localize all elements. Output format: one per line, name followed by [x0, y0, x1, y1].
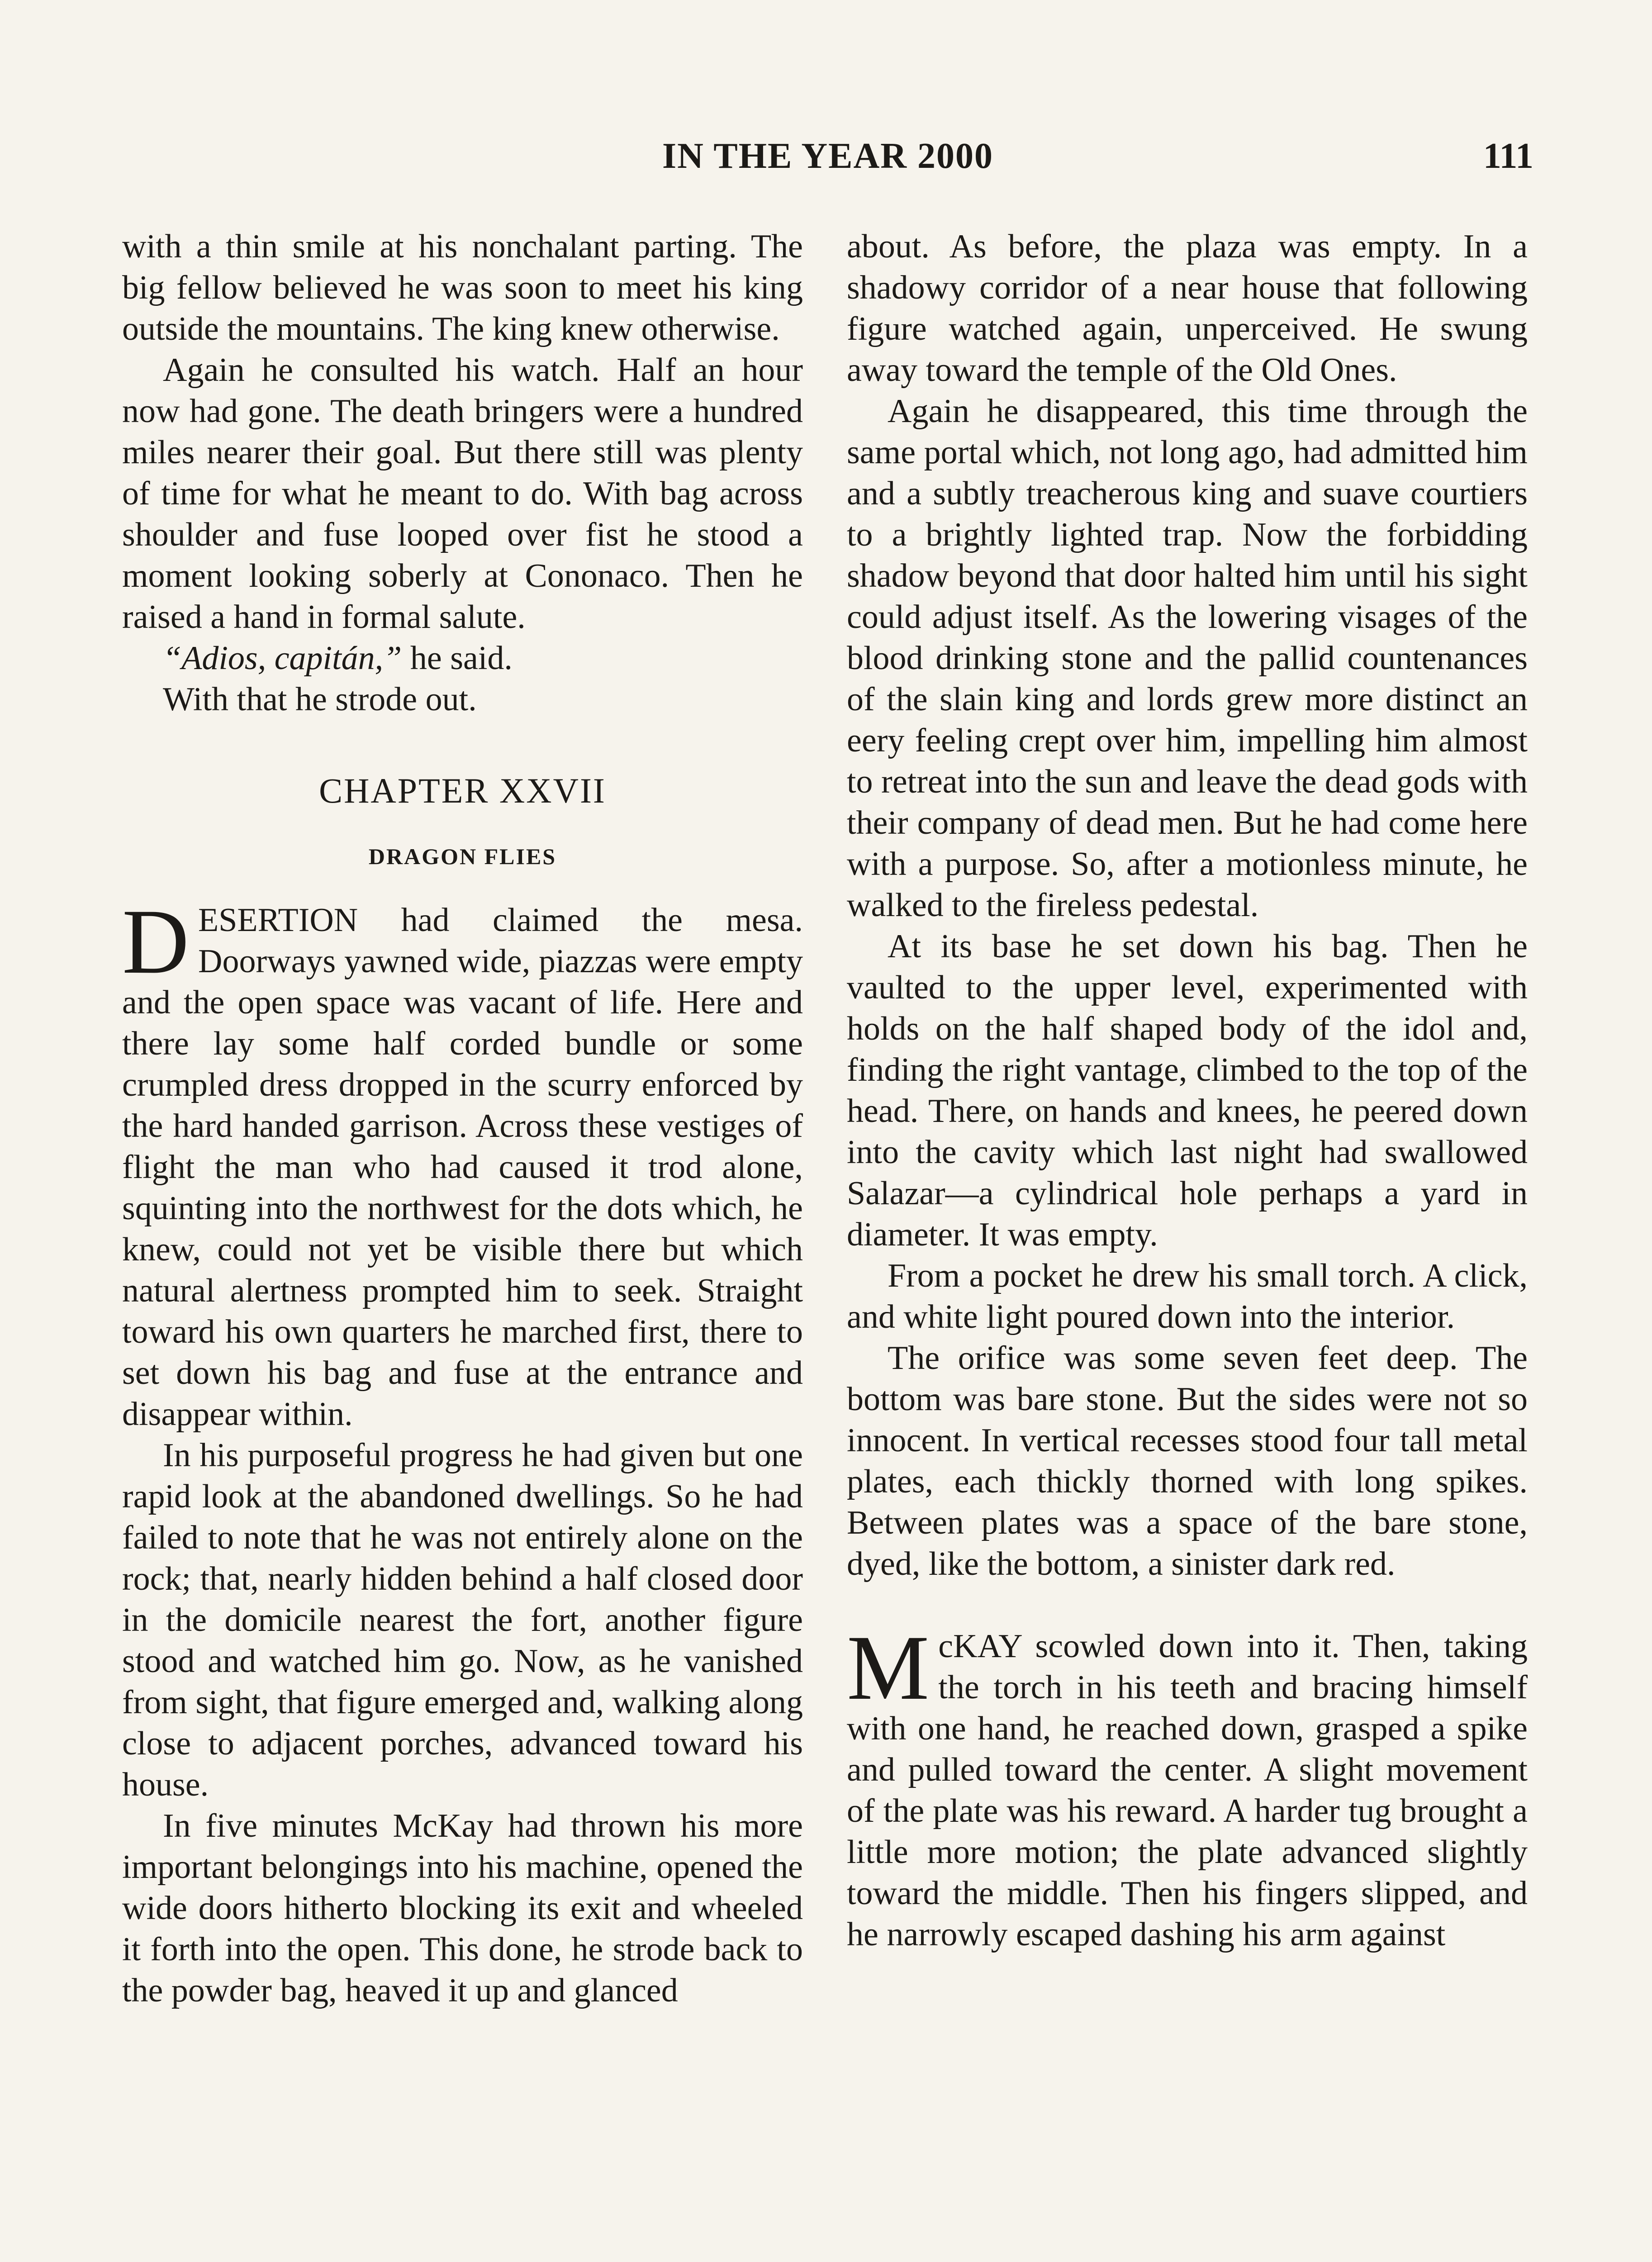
paragraph: with a thin smile at his nonchalant parting. The big fellow believed he was soon to meet his king outside the mountains. The king knew otherwise. — [122, 228, 803, 347]
paragraph: Again he consulted his watch. Half an hour now had gone. The death bringers were a hundred miles nearer their goal. But there still was plenty of time for what he meant to do. With bag across shoulder and fuse looped over fist he stood a moment looking soberly at Cononaco. Then he raised a hand in formal salute. — [122, 352, 803, 636]
page-header — [122, 136, 1533, 185]
drop-cap: D — [122, 890, 190, 993]
paragraph: In five minutes McKay had thrown his more important belongings into his machine, opened the wide doors hitherto blocking its exit and wheeled it forth into the open. This done, he strode back to the powder bag, heaved it up and glanced — [122, 1807, 803, 2009]
paragraph — [847, 1616, 1528, 1955]
page-number: 111 — [1483, 136, 1533, 176]
left-column — [122, 226, 803, 2011]
paragraph-text: ESERTION had claimed the mesa. Doorways yawned wide, piazzas were empty and the open space was vacant of life. Here and there lay some half corded bundle or some crumpled dress dropped in the scurry enforced by the hard handed garrison. Across these vestiges of flight the man who had caused it trod alone, squinting into the northwest for the dots which, he knew, could not yet be visible there but which natural alertness prompted him to seek. Straight toward his own quarters he marched first, there to set down his bag and fuse at the entrance and disappear within. — [122, 902, 803, 1433]
paragraph: From a pocket he drew his small torch. A click, and white light poured down into the interior. — [847, 1257, 1528, 1335]
paragraph — [122, 638, 803, 679]
paragraph: The orifice was some seven feet deep. The bottom was bare stone. But the sides were not so innocent. In vertical recesses stood four tall metal plates, each thickly thorned with long spikes. Between plates was a space of the bare stone, dyed, like the bottom, a sinister dark red. — [847, 1340, 1528, 1582]
chapter-title: CHAPTER XXVII — [319, 771, 606, 810]
paragraph: With that he strode out. — [163, 681, 477, 718]
drop-cap: M — [847, 1616, 930, 1719]
paragraph: Again he disappeared, this time through the same portal which, not long ago, had admitted him and a subtly treacherous king and suave courtiers to a brightly lighted trap. Now the forbidding shadow beyond that door halted him until his sight could adjust itself. As the lowering visages of the blood drinking stone and the pallid countenances of the slain king and lords grew more distinct an eery feeling crept over him, impelling him almost to retreat into the sun and leave the dead gods with their company of dead men. But he had come here with a purpose. So, after a motionless minute, he walked to the fireless pedestal. — [847, 393, 1528, 924]
section-break — [847, 1585, 1528, 1626]
paragraph-text: cKAY scowled down into it. Then, taking the torch in his teeth and bracing himself with one hand, he reached down, grasped a spike and pulled toward the center. A slight movement of the plate was his reward. A harder tug brought a little more motion; the plate advanced slightly toward the middle. Then his fingers slipped, and he narrowly escaped dashing his arm against — [847, 1628, 1528, 1953]
right-column — [847, 226, 1528, 1955]
paragraph: In his purposeful progress he had given but one rapid look at the abandoned dwellings. So he had failed to note that he was not entirely alone on the rock; that, nearly hidden behind a half closed door in the domicile nearest the fort, another figure stood and watched him go. Now, as he vanished from sight, that figure emerged and, walking along close to adjacent porches, advanced toward his house. — [122, 1437, 803, 1803]
spanish-quote: “Adios, capitán,” — [163, 640, 402, 677]
paragraph: At its base he set down his bag. Then he vaulted to the upper level, experimented with holds on the half shaped body of the idol and, finding the right vantage, climbed to the top of the head. There, on hands and knees, he peered down into the cavity which last night had swallowed Salazar—a cylindrical hole perhaps a yard in diameter. It was empty. — [847, 928, 1528, 1253]
chapter-subtitle: DRAGON FLIES — [368, 844, 557, 869]
running-head: IN THE YEAR 2000 — [662, 136, 994, 176]
quote-attribution: he said. — [402, 640, 513, 677]
paragraph: about. As before, the plaza was empty. In a shadowy corridor of a near house that following figure watched again, unperceived. He swung away toward the temple of the Old Ones. — [847, 228, 1528, 389]
paragraph — [122, 890, 803, 1435]
